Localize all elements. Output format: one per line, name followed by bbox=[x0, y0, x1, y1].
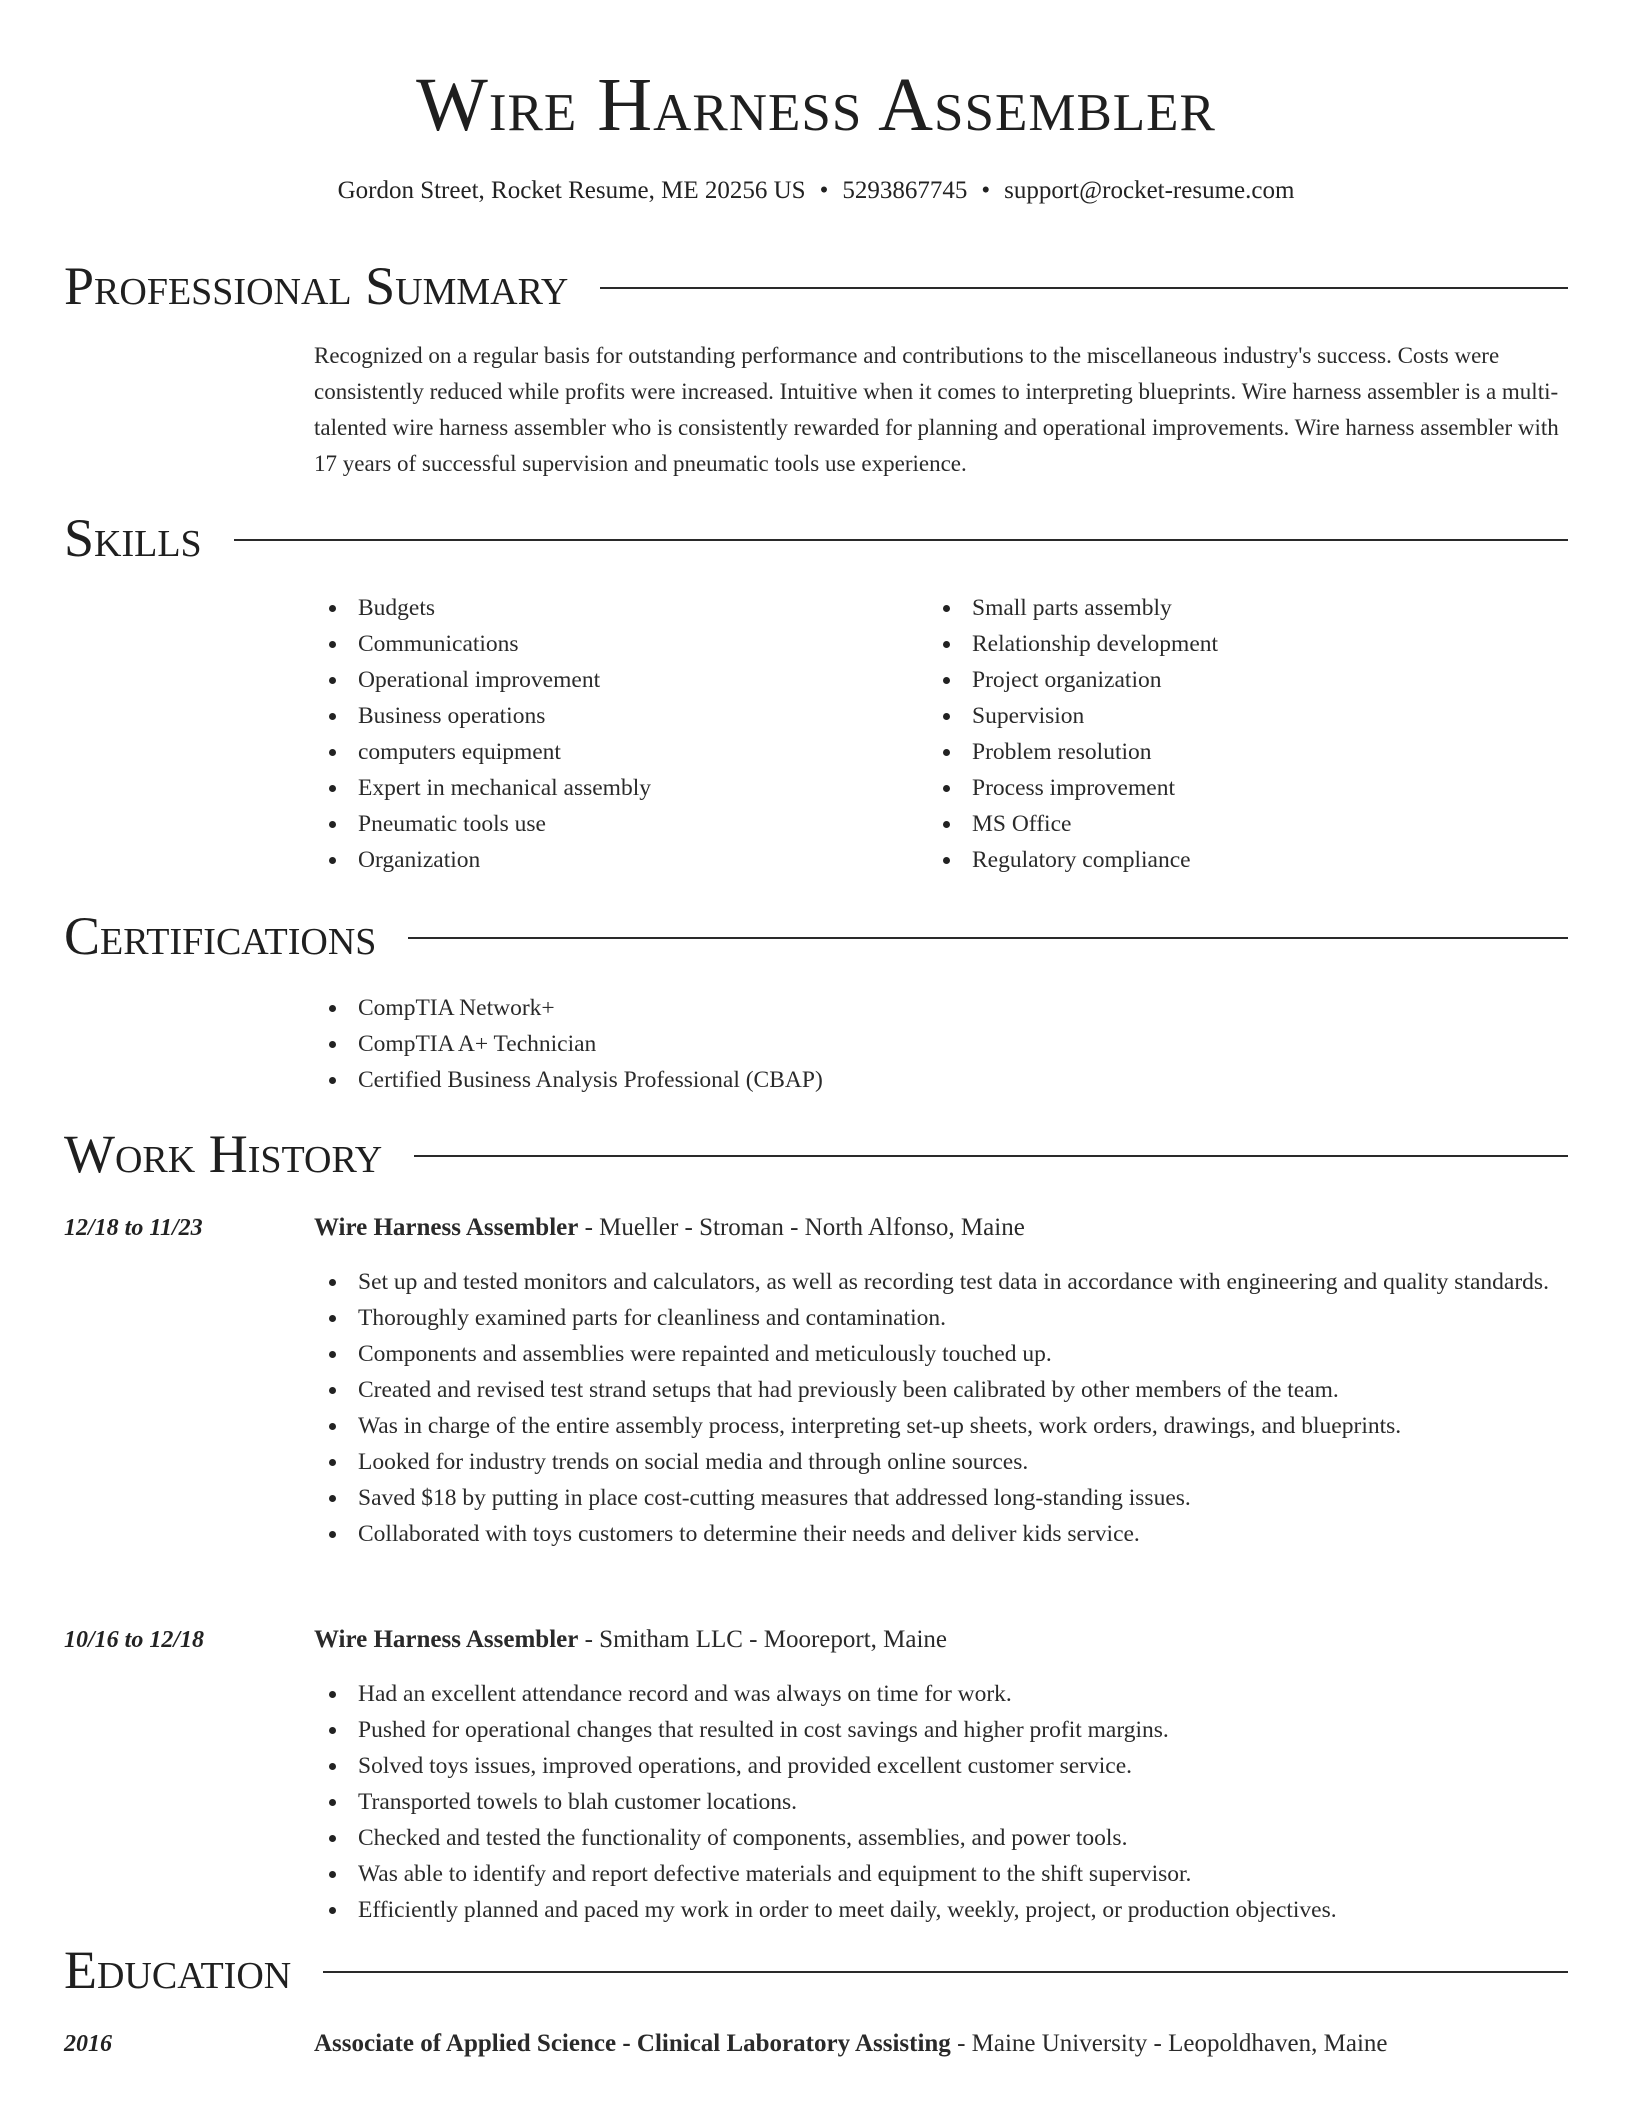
job-bullet: Saved $18 by putting in place cost-cutting measures that addressed long-standing issues. bbox=[314, 1480, 1568, 1516]
section-title-summary: Professional Summary bbox=[64, 256, 569, 316]
job-bullet: Efficiently planned and paced my work in order to meet daily, weekly, project, or production objectives. bbox=[314, 1892, 1568, 1928]
job-bullet: Transported towels to blah customer locations. bbox=[314, 1784, 1568, 1820]
skill-item: Problem resolution bbox=[928, 734, 1218, 770]
section-divider bbox=[414, 1155, 1568, 1157]
education-year: 2016 bbox=[64, 2031, 112, 2057]
job-bullet: Pushed for operational changes that resulted in cost savings and higher profit margins. bbox=[314, 1712, 1568, 1748]
resume-title: Wire Harness Assembler bbox=[416, 63, 1216, 147]
certifications-list bbox=[314, 990, 823, 1098]
skill-item: Relationship development bbox=[928, 626, 1218, 662]
education-heading bbox=[314, 2026, 1568, 2062]
skill-item: Budgets bbox=[314, 590, 651, 626]
job-employer-location: - Mueller - Stroman - North Alfonso, Maine bbox=[578, 1214, 1025, 1241]
education-school-location: - Maine University - Leopoldhaven, Maine bbox=[950, 2030, 1388, 2057]
section-title-certifications: Certifications bbox=[64, 906, 377, 966]
job-dates: 12/18 to 11/23 bbox=[64, 1215, 203, 1241]
skill-item: Process improvement bbox=[928, 770, 1218, 806]
job-role: Wire Harness Assembler bbox=[314, 1626, 579, 1653]
skill-item: Expert in mechanical assembly bbox=[314, 770, 651, 806]
section-header-education bbox=[64, 1938, 1568, 2002]
job-dates: 10/16 to 12/18 bbox=[64, 1627, 205, 1653]
job-bullet: Thoroughly examined parts for cleanliness and contamination. bbox=[314, 1300, 1568, 1336]
job-heading bbox=[314, 1210, 1568, 1246]
certification-item: Certified Business Analysis Professional (CBAP) bbox=[314, 1062, 823, 1098]
contact-separator: • bbox=[981, 177, 991, 204]
skills-list-right bbox=[928, 590, 1218, 878]
section-divider bbox=[234, 539, 1568, 541]
education-degree: Associate of Applied Science - Clinical Laboratory Assisting bbox=[314, 2030, 951, 2057]
section-divider bbox=[323, 1971, 1568, 1973]
section-header-skills bbox=[64, 506, 1568, 570]
skill-item: Project organization bbox=[928, 662, 1218, 698]
job-bullet: Looked for industry trends on social media and through online sources. bbox=[314, 1444, 1568, 1480]
summary-text: Recognized on a regular basis for outstanding performance and contributions to the miscellaneous industry's success. Costs were consistently reduced while profits were increased. Intuitive when it comes to interpreting blueprints. Wire harness assembler is a multi-talented wire harness assembler who is consistently rewarded for planning and operational improvements. Wire harness assembler with 17 years of successful supervision and pneumatic tools use experience. bbox=[314, 343, 1559, 476]
section-header-work-history bbox=[64, 1122, 1568, 1186]
job-bullet: Checked and tested the functionality of components, assemblies, and power tools. bbox=[314, 1820, 1568, 1856]
section-divider bbox=[408, 937, 1568, 939]
contact-phone: 5293867745 bbox=[842, 177, 968, 204]
job-bullet: Solved toys issues, improved operations, and provided excellent customer service. bbox=[314, 1748, 1568, 1784]
certification-item: CompTIA Network+ bbox=[314, 990, 823, 1026]
skills-list-left bbox=[314, 590, 651, 878]
job-bullet-list bbox=[314, 1676, 1568, 1928]
skill-item: Organization bbox=[314, 842, 651, 878]
skill-item: Pneumatic tools use bbox=[314, 806, 651, 842]
job-bullet: Components and assemblies were repainted and meticulously touched up. bbox=[314, 1336, 1568, 1372]
skill-item: Communications bbox=[314, 626, 651, 662]
contact-line bbox=[0, 174, 1632, 208]
contact-separator: • bbox=[819, 177, 829, 204]
skill-item: Regulatory compliance bbox=[928, 842, 1218, 878]
job-bullet: Was in charge of the entire assembly process, interpreting set-up sheets, work orders, drawings, and blueprints. bbox=[314, 1408, 1568, 1444]
skill-item: MS Office bbox=[928, 806, 1218, 842]
job-bullet: Created and revised test strand setups that had previously been calibrated by other members of the team. bbox=[314, 1372, 1568, 1408]
skill-item: Supervision bbox=[928, 698, 1218, 734]
skill-item: Small parts assembly bbox=[928, 590, 1218, 626]
job-heading bbox=[314, 1622, 1568, 1658]
skill-item: Operational improvement bbox=[314, 662, 651, 698]
job-bullet-list bbox=[314, 1264, 1568, 1552]
skill-item: Business operations bbox=[314, 698, 651, 734]
job-bullet: Was able to identify and report defective materials and equipment to the shift supervisor. bbox=[314, 1856, 1568, 1892]
section-header-summary bbox=[64, 254, 1568, 318]
contact-email: support@rocket-resume.com bbox=[1004, 177, 1295, 204]
certification-item: CompTIA A+ Technician bbox=[314, 1026, 823, 1062]
job-role: Wire Harness Assembler bbox=[314, 1214, 579, 1241]
job-bullet: Set up and tested monitors and calculators, as well as recording test data in accordance with engineering and quality standards. bbox=[314, 1264, 1568, 1300]
job-employer-location: - Smitham LLC - Mooreport, Maine bbox=[578, 1626, 948, 1653]
section-header-certifications bbox=[64, 904, 1568, 968]
job-bullet: Had an excellent attendance record and was always on time for work. bbox=[314, 1676, 1568, 1712]
contact-address: Gordon Street, Rocket Resume, ME 20256 US bbox=[337, 177, 806, 204]
section-divider bbox=[600, 287, 1568, 289]
section-title-skills: Skills bbox=[64, 508, 202, 568]
job-bullet: Collaborated with toys customers to determine their needs and deliver kids service. bbox=[314, 1516, 1568, 1552]
skill-item: computers equipment bbox=[314, 734, 651, 770]
section-title-work-history: Work History bbox=[64, 1124, 383, 1184]
section-title-education: Education bbox=[64, 1940, 292, 2000]
